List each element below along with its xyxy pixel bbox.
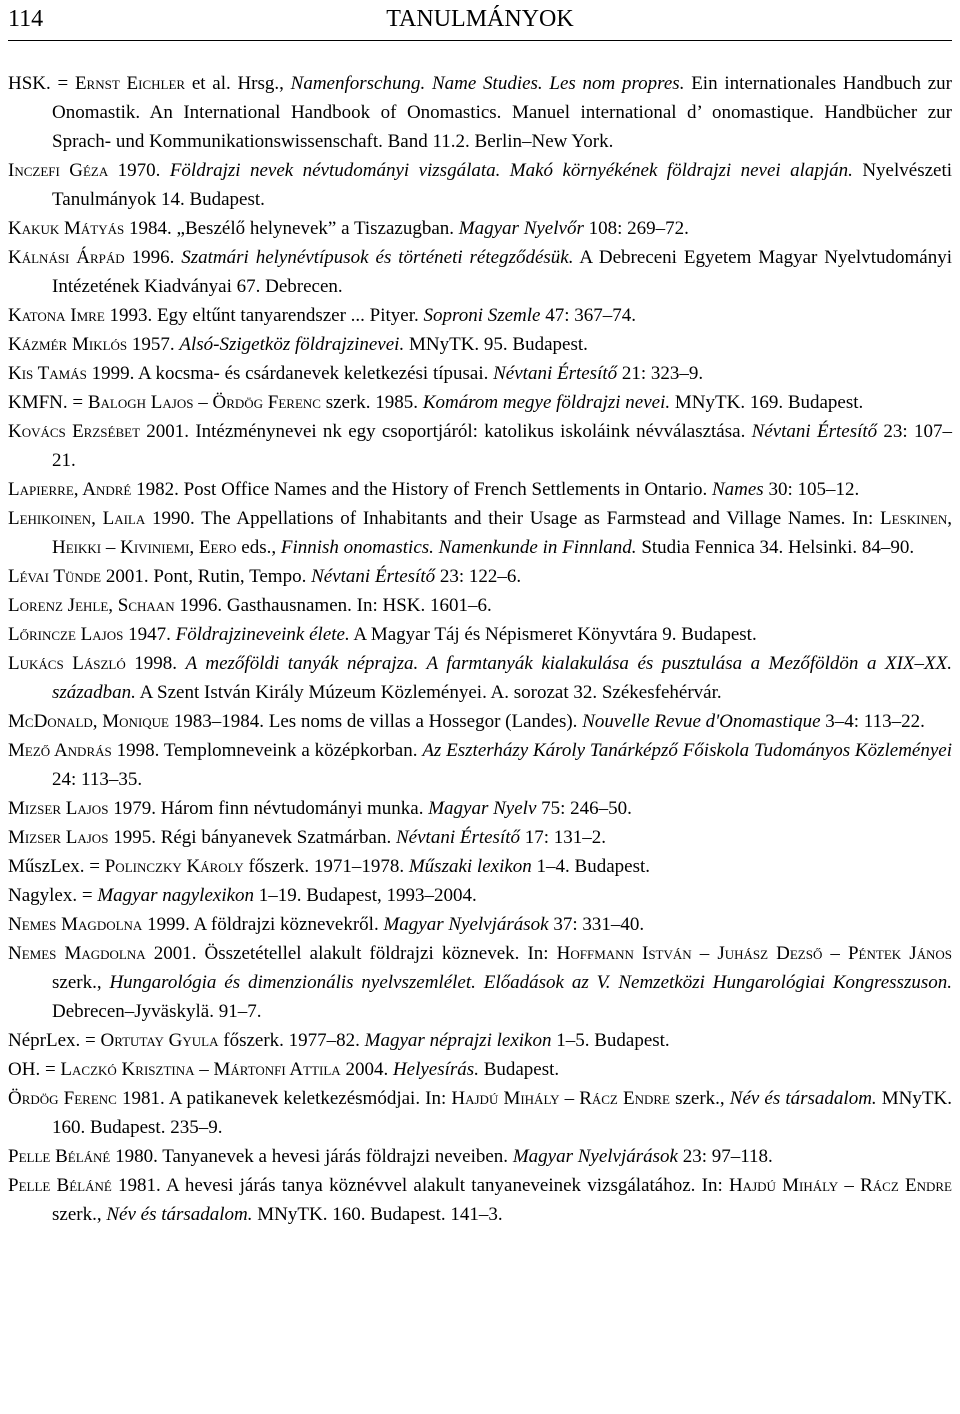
reference-entry bbox=[8, 214, 952, 243]
reference-entry bbox=[8, 301, 952, 330]
reference-entry bbox=[8, 910, 952, 939]
author-name: Ördög Ferenc bbox=[8, 1088, 117, 1109]
reference-text: 24: 113–35. bbox=[52, 769, 143, 790]
reference-text: – bbox=[838, 1175, 861, 1196]
reference-text: 1981. A hevesi járás tanya köznévvel alakult tanyaneveinek vizsgálatához. In: bbox=[111, 1175, 729, 1196]
author-name: Leskinen, Heikki bbox=[52, 508, 952, 558]
title-text: Namenforschung. Name Studies. Les nom propres. bbox=[290, 73, 685, 94]
reference-text: NéprLex. = bbox=[8, 1030, 101, 1051]
title-text: Helyesírás. bbox=[392, 1059, 479, 1080]
reference-entry bbox=[8, 156, 952, 214]
reference-text: – bbox=[193, 392, 213, 413]
reference-entry bbox=[8, 1055, 952, 1084]
reference-text: 75: 246–50. bbox=[536, 798, 632, 819]
author-name: Polinczky Károly bbox=[104, 856, 244, 877]
author-name: Kis Tamás bbox=[8, 363, 87, 384]
reference-text: Ein internationales Handbuch zur Onomastik. An International Handbook of Onomastics. Manuel international d’ onomastique. bbox=[52, 73, 952, 123]
title-text: Soproni Szemle bbox=[423, 305, 541, 326]
reference-entry bbox=[8, 881, 952, 910]
reference-text: 1980. Tanyanevek a hevesi járás földrajzi neveiben. bbox=[110, 1146, 513, 1167]
title-text: Név és társadalom. bbox=[729, 1088, 877, 1109]
reference-text: – bbox=[559, 1088, 580, 1109]
page-number: 114 bbox=[8, 6, 44, 32]
reference-entry bbox=[8, 562, 952, 591]
page bbox=[8, 0, 952, 1229]
reference-entry bbox=[8, 591, 952, 620]
reference-entry bbox=[8, 1026, 952, 1055]
author-name: Kiviniemi, Eero bbox=[120, 537, 237, 558]
author-name: Ernst Eichler bbox=[74, 73, 186, 94]
reference-text: A Debreceni Egyetem Magyar Nyelvtudományi Intézetének Kiadványai 67. Debrecen. bbox=[52, 247, 952, 297]
reference-text: Nyelvészeti Tanulmányok 14. Budapest. bbox=[52, 160, 953, 210]
reference-text: 1993. Egy eltűnt tanyarendszer ... Pityer. bbox=[104, 305, 424, 326]
reference-text: et al. Hrsg., bbox=[185, 73, 291, 94]
reference-text: 23: 122–6. bbox=[435, 566, 522, 587]
reference-text: szerk., bbox=[52, 972, 110, 993]
title-text: Név és társadalom. bbox=[106, 1204, 253, 1225]
reference-entry bbox=[8, 794, 952, 823]
title-text: Alsó-Szigetköz földrajzinevei. bbox=[179, 334, 405, 355]
reference-entry bbox=[8, 939, 952, 1026]
reference-entry bbox=[8, 1084, 952, 1142]
reference-text: 1998. Templomneveink a középkorban. bbox=[111, 740, 423, 761]
title-text: Földrajzineveink élete. bbox=[175, 624, 350, 645]
author-name: Hoffmann István bbox=[556, 943, 692, 964]
reference-entry bbox=[8, 388, 952, 417]
reference-entry bbox=[8, 475, 952, 504]
title-text: Az Eszterházy Károly Tanárképző Főiskola Tudományos Közleményei bbox=[422, 740, 952, 761]
reference-text: 1981. A patikanevek keletkezésmódjai. In: bbox=[116, 1088, 452, 1109]
reference-entry bbox=[8, 1171, 952, 1229]
reference-text: – bbox=[691, 943, 718, 964]
title-text: Magyar Nyelvőr bbox=[458, 218, 584, 239]
author-name: Rácz Endre bbox=[579, 1088, 670, 1109]
reference-text: 1957. bbox=[127, 334, 180, 355]
author-name: Ördög Ferenc bbox=[212, 392, 321, 413]
reference-text: A Magyar Táj és Népismeret Könyvtára 9. Budapest. bbox=[349, 624, 757, 645]
author-name: Kakuk Mátyás bbox=[8, 218, 125, 239]
title-text: Névtani Értesítő bbox=[311, 566, 436, 587]
reference-text: 23: 97–118. bbox=[677, 1146, 773, 1167]
title-text: Magyar néprajzi lexikon bbox=[364, 1030, 552, 1051]
author-name: Lorenz Jehle, Schaan bbox=[8, 595, 175, 616]
author-name: Mizser Lajos bbox=[8, 798, 109, 819]
reference-text: 108: 269–72. bbox=[583, 218, 689, 239]
reference-text: Studia Fennica 34. Helsinki. 84–90. bbox=[636, 537, 915, 558]
reference-text: szerk., bbox=[669, 1088, 730, 1109]
author-name: Pelle Béláné bbox=[8, 1175, 112, 1196]
reference-text: 2004. bbox=[340, 1059, 393, 1080]
reference-text: 1982. Post Office Names and the History of French Settlements in Ontario. bbox=[131, 479, 712, 500]
reference-text: 1–4. Budapest. bbox=[531, 856, 651, 877]
reference-text: – bbox=[194, 1059, 214, 1080]
title-text: Földrajzi nevek névtudományi vizsgálata. Makó környékének földrajzi nevei alapján. bbox=[169, 160, 853, 181]
author-name: Kálnási Árpád bbox=[8, 247, 125, 268]
reference-text: 21: 323–9. bbox=[617, 363, 704, 384]
reference-text: A Szent István Király Múzeum Közleményei. A. sorozat 32. Székesfehérvár. bbox=[135, 682, 722, 703]
author-name: Juhász Dezső bbox=[717, 943, 823, 964]
title-text: Magyar Nyelvjárások bbox=[512, 1146, 678, 1167]
author-name: Balogh Lajos bbox=[87, 392, 194, 413]
author-name: Lőrincze Lajos bbox=[8, 624, 124, 645]
reference-text: Handbücher zur Sprach- und Kommunikationswissenschaft. Band 11.2. Berlin–New York. bbox=[52, 102, 952, 152]
reference-text: 2001. Intézménynevei nk egy csoportjáról: katolikus iskoláink névválasztása. bbox=[140, 421, 752, 442]
author-name: Nemes Magdolna bbox=[8, 914, 143, 935]
reference-text: HSK. = bbox=[8, 73, 75, 94]
reference-entry bbox=[8, 1142, 952, 1171]
reference-entry bbox=[8, 649, 952, 707]
reference-text: – bbox=[822, 943, 848, 964]
reference-entry bbox=[8, 69, 952, 156]
reference-text: OH. = bbox=[8, 1059, 61, 1080]
title-text: Magyar Nyelvjárások bbox=[383, 914, 549, 935]
title-text: Names bbox=[711, 479, 764, 500]
reference-text: 2001. Összetétellel alakult földrajzi köznevek. In: bbox=[145, 943, 557, 964]
author-name: Kázmér Miklós bbox=[8, 334, 128, 355]
author-name: Hajdú Mihály bbox=[728, 1175, 839, 1196]
page-header bbox=[8, 0, 952, 41]
author-name: Rácz Endre bbox=[860, 1175, 952, 1196]
reference-text: főszerk. 1971–1978. bbox=[243, 856, 409, 877]
running-head: TANULMÁNYOK bbox=[386, 6, 574, 32]
reference-text: 1970. bbox=[108, 160, 170, 181]
author-name: Nemes Magdolna bbox=[8, 943, 146, 964]
author-name: McDonald, Monique bbox=[8, 711, 169, 732]
reference-text: MNyTK. 160. Budapest. 235–9. bbox=[52, 1088, 952, 1138]
author-name: Péntek János bbox=[847, 943, 953, 964]
author-name: Lehikoinen, Laila bbox=[8, 508, 146, 529]
reference-text: 1996. Gasthausnamen. In: HSK. 1601–6. bbox=[174, 595, 492, 616]
author-name: Pelle Béláné bbox=[8, 1146, 111, 1167]
title-text: Szatmári helynévtípusok és történeti rétegződésük. bbox=[181, 247, 574, 268]
reference-entry bbox=[8, 330, 952, 359]
reference-text: 1979. Három finn névtudományi munka. bbox=[108, 798, 429, 819]
reference-text: 17: 131–2. bbox=[520, 827, 607, 848]
reference-text: szerk., bbox=[52, 1204, 107, 1225]
reference-entry bbox=[8, 504, 952, 562]
reference-text: 1995. Régi bányanevek Szatmárban. bbox=[108, 827, 396, 848]
reference-entry bbox=[8, 823, 952, 852]
author-name: Lapierre, André bbox=[8, 479, 132, 500]
title-text: Névtani Értesítő bbox=[751, 421, 878, 442]
reference-text: eds., bbox=[236, 537, 281, 558]
author-name: Ortutay Gyula bbox=[100, 1030, 219, 1051]
reference-text: 1984. „Beszélő helynevek” a Tiszazugban. bbox=[124, 218, 459, 239]
title-text: Magyar nagylexikon bbox=[97, 885, 255, 906]
reference-entry bbox=[8, 417, 952, 475]
title-text: Névtani Értesítő bbox=[396, 827, 521, 848]
reference-text: főszerk. 1977–82. bbox=[218, 1030, 365, 1051]
author-name: Hajdú Mihály bbox=[451, 1088, 560, 1109]
reference-text: Budapest. bbox=[478, 1059, 560, 1080]
title-text: Műszaki lexikon bbox=[408, 856, 532, 877]
reference-text: 23: 107–21. bbox=[52, 421, 952, 471]
reference-text: – bbox=[101, 537, 121, 558]
title-text: Komárom megye földrajzi nevei. bbox=[422, 392, 671, 413]
title-text: A mezőföldi tanyák néprajza. A farmtanyák kialakulása és pusztulása a Mezőföldön a XIX–XX. században. bbox=[52, 653, 952, 703]
title-text: Finnish onomastics. Namenkunde in Finnland. bbox=[280, 537, 637, 558]
reference-text: 1996. bbox=[124, 247, 182, 268]
reference-entry bbox=[8, 243, 952, 301]
reference-text: 47: 367–74. bbox=[540, 305, 637, 326]
author-name: Mizser Lajos bbox=[8, 827, 109, 848]
author-name: Mártonfi Attila bbox=[213, 1059, 341, 1080]
reference-text: Nagylex. = bbox=[8, 885, 98, 906]
reference-text: MűszLex. = bbox=[8, 856, 105, 877]
reference-entry bbox=[8, 620, 952, 649]
title-text: Magyar Nyelv bbox=[428, 798, 537, 819]
reference-text: 2001. Pont, Rutin, Tempo. bbox=[101, 566, 312, 587]
reference-entry bbox=[8, 359, 952, 388]
reference-text: Debrecen–Jyväskylä. 91–7. bbox=[52, 1001, 262, 1022]
author-name: Inczefi Géza bbox=[8, 160, 109, 181]
title-text: Nouvelle Revue d'Onomastique bbox=[582, 711, 821, 732]
reference-text: 37: 331–40. bbox=[548, 914, 645, 935]
reference-text: MNyTK. 160. Budapest. 141–3. bbox=[252, 1204, 503, 1225]
author-name: Kovács Erzsébet bbox=[8, 421, 141, 442]
reference-text: 1–19. Budapest, 1993–2004. bbox=[254, 885, 477, 906]
author-name: Lévai Tünde bbox=[8, 566, 102, 587]
reference-entry bbox=[8, 736, 952, 794]
reference-text: 3–4: 113–22. bbox=[820, 711, 925, 732]
author-name: Laczkó Krisztina bbox=[60, 1059, 195, 1080]
reference-list bbox=[8, 69, 952, 1229]
reference-text: szerk. 1985. bbox=[320, 392, 423, 413]
reference-text: MNyTK. 169. Budapest. bbox=[670, 392, 864, 413]
reference-text: 1–5. Budapest. bbox=[551, 1030, 670, 1051]
reference-entry bbox=[8, 852, 952, 881]
reference-text: 1999. A kocsma- és csárdanevek keletkezési típusai. bbox=[86, 363, 494, 384]
reference-text: MNyTK. 95. Budapest. bbox=[404, 334, 588, 355]
reference-entry bbox=[8, 707, 952, 736]
reference-text: 30: 105–12. bbox=[763, 479, 860, 500]
title-text: Hungarológia és dimenzionális nyelvszemlélet. Előadások az V. Nemzetközi Hungarológiai Kongresszuson. bbox=[109, 972, 952, 993]
reference-text: 1947. bbox=[123, 624, 176, 645]
reference-text: 1990. The Appellations of Inhabitants and their Usage as Farmstead and Village Names. In: bbox=[145, 508, 881, 529]
reference-text: KMFN. = bbox=[8, 392, 88, 413]
reference-text: 1998. bbox=[125, 653, 186, 674]
reference-text: 1999. A földrajzi köznevekről. bbox=[142, 914, 384, 935]
author-name: Mező András bbox=[8, 740, 112, 761]
author-name: Lukács László bbox=[8, 653, 126, 674]
reference-text: 1983–1984. Les noms de villas a Hossegor (Landes). bbox=[169, 711, 583, 732]
author-name: Katona Imre bbox=[8, 305, 105, 326]
title-text: Névtani Értesítő bbox=[493, 363, 618, 384]
